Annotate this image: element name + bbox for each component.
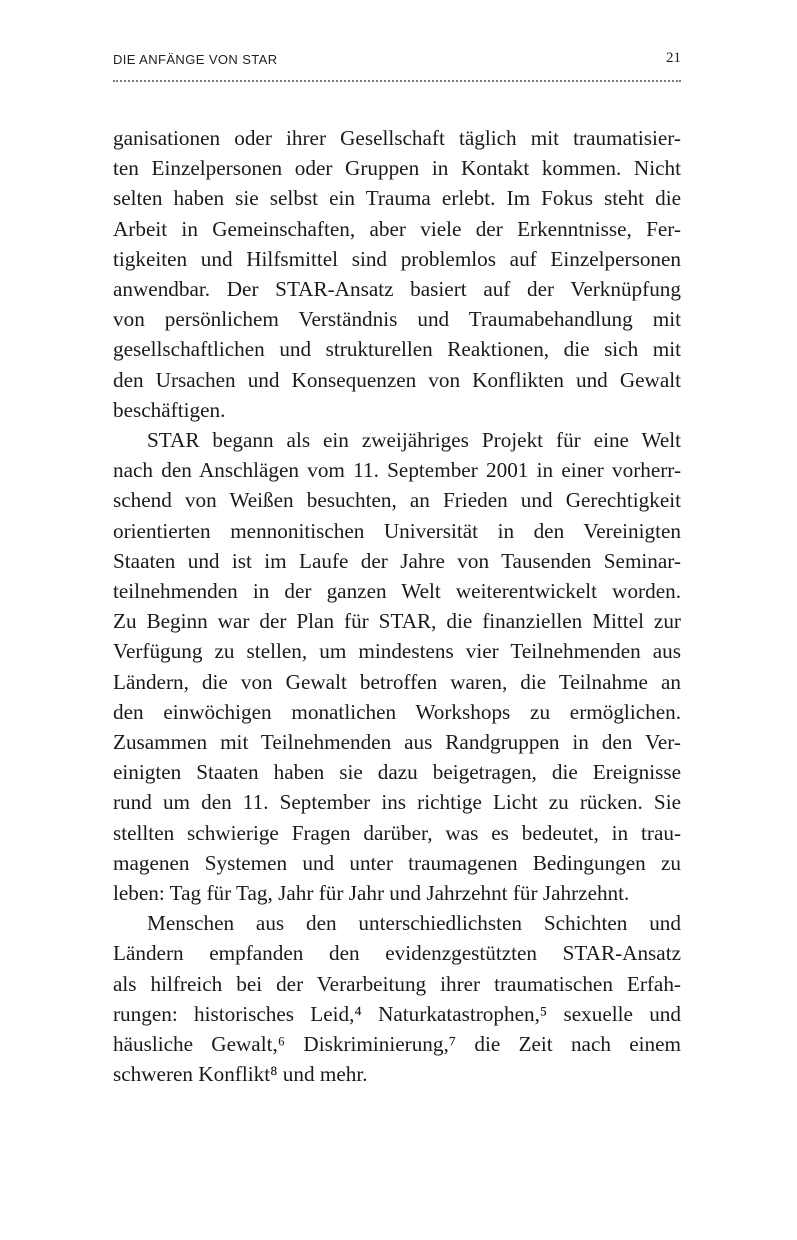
text-line: Staaten und ist im Laufe der Jahre von Tausenden Seminar- [113, 548, 681, 573]
text-line: orientierten mennonitischen Universität in den Vereinigten [113, 518, 681, 543]
text-line: tigkeiten und Hilfsmittel sind problemlos auf Einzelpersonen [113, 246, 681, 271]
text-line: leben: Tag für Tag, Jahr für Jahr und Jahrzehnt für Jahrzehnt. [113, 881, 630, 906]
body-text [113, 123, 681, 1090]
text-line: Ländern empfanden den evidenzgestützten STAR-Ansatz [113, 941, 681, 966]
text-line: selten haben sie selbst ein Trauma erlebt. Im Fokus steht die [113, 186, 681, 211]
text-line: als hilfreich bei der Verarbeitung ihrer traumatischen Erfah- [113, 971, 681, 996]
paragraph [113, 425, 681, 908]
text-line: den einwöchigen monatlichen Workshops zu ermöglichen. [113, 699, 681, 724]
text-line: rund um den 11. September ins richtige Licht zu rücken. Sie [113, 790, 681, 815]
text-line: anwendbar. Der STAR-Ansatz basiert auf der Verknüpfung [113, 277, 681, 302]
text-line: ganisationen oder ihrer Gesellschaft täglich mit traumatisier- [113, 126, 681, 150]
text-line: schweren Konflikt⁸ und mehr. [113, 1062, 368, 1087]
text-line: ten Einzelpersonen oder Gruppen in Kontakt kommen. Nicht [113, 156, 681, 181]
paragraph [113, 123, 681, 425]
text-line: STAR begann als ein zweijähriges Projekt für eine Welt [147, 428, 681, 453]
text-line: rungen: historisches Leid,⁴ Naturkatastrophen,⁵ sexuelle und [113, 1001, 681, 1026]
text-line: Zusammen mit Teilnehmenden aus Randgruppen in den Ver- [113, 730, 681, 755]
text-line: beschäftigen. [113, 397, 226, 422]
text-line: Zu Beginn war der Plan für STAR, die finanziellen Mittel zur [113, 609, 681, 634]
text-line: einigten Staaten haben sie dazu beigetragen, die Ereignisse [113, 760, 681, 785]
text-line: Verfügung zu stellen, um mindestens vier Teilnehmenden aus [113, 639, 681, 664]
text-line: den Ursachen und Konsequenzen von Konflikten und Gewalt [113, 367, 681, 392]
text-line: stellten schwierige Fragen darüber, was es bedeutet, in trau- [113, 820, 681, 845]
page-header [113, 50, 681, 82]
text-line: Ländern, die von Gewalt betroffen waren, die Teilnahme an [113, 669, 681, 694]
text-line: schend von Weißen besuchten, an Frieden und Gerechtigkeit [113, 488, 681, 513]
page-number: 21 [666, 50, 681, 66]
text-line: häusliche Gewalt,⁶ Diskriminierung,⁷ die Zeit nach einem [113, 1032, 681, 1057]
text-line: nach den Anschlägen vom 11. September 2001 in einer vorherr- [113, 458, 681, 483]
text-line: magenen Systemen und unter traumagenen Bedingungen zu [113, 850, 681, 875]
text-line: Menschen aus den unterschiedlichsten Schichten und [147, 911, 681, 936]
text-line: teilnehmenden in der ganzen Welt weiterentwickelt worden. [113, 579, 681, 604]
running-head: DIE ANFÄNGE VON STAR [113, 52, 278, 67]
text-line: Arbeit in Gemeinschaften, aber viele der Erkenntnisse, Fer- [113, 216, 681, 241]
text-line: von persönlichem Verständnis und Traumabehandlung mit [113, 307, 681, 332]
text-line: gesellschaftlichen und strukturellen Reaktionen, die sich mit [113, 337, 681, 362]
paragraph [113, 908, 681, 1089]
